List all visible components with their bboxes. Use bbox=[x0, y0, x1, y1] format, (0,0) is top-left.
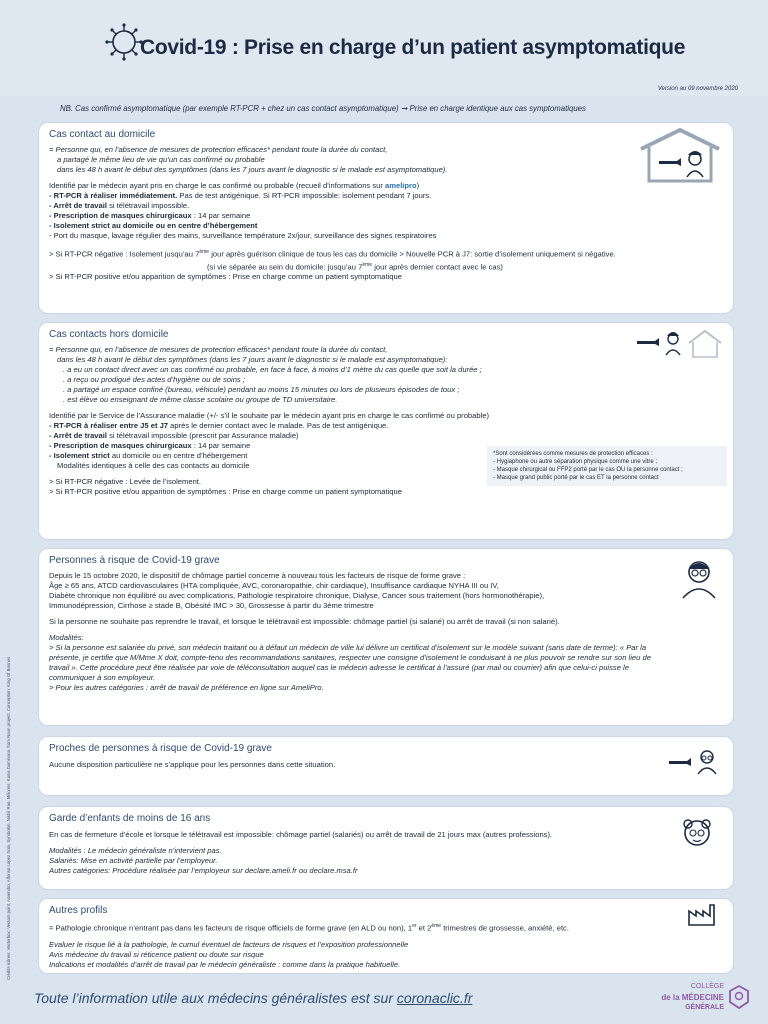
college-logo-icon bbox=[728, 984, 750, 1010]
page-title: Covid-19 : Prise en charge d’un patient asymptomatique bbox=[140, 36, 686, 59]
definition: . a reçu ou prodigué des actes d’hygiène ou de soins ; bbox=[63, 375, 245, 384]
paragraph: Âge ≥ 65 ans, ATCD cardiovasculaires (HTA compliquée, AVC, coronaropathie, chir cardiaque), Insuffisance cardiaque NYHA III ou IV, bbox=[49, 581, 499, 590]
result-negative: > Si RT-PCR négative : Levée de l’isolement. bbox=[49, 477, 202, 486]
identification: Identifié par le médecin ayant pris en charge le cas confirmé ou probable (recueil d’informations sur amelipro) bbox=[49, 181, 420, 190]
modalites: présente, je certifie que M/Mme X doit, compte-tenu des recommandations sanitaires, respecter une consigne d’isolement le conduisant à ne plus pouvoir se rendre sur son lieu de bbox=[49, 653, 651, 662]
bullet: - Isolement strict au domicile ou en centre d’hébergement bbox=[49, 221, 258, 230]
bullet: - RT-PCR à réaliser immédiatement. Pas de test antigénique. Si RT-PCR impossible: isolement pendant 7 jours. bbox=[49, 191, 432, 200]
paragraph: Depuis le 15 octobre 2020, le dispositif de chômage partiel concerne à nouveau tous les facteurs de risque de forme grave : bbox=[49, 571, 466, 580]
card-personnes-risque bbox=[38, 548, 734, 726]
modalites: communiquer à son employeur. bbox=[49, 673, 156, 682]
footer: Toute l’information utile aux médecins généralistes est sur coronaclic.fr bbox=[34, 990, 473, 1006]
modalites: Modalités : Le médecin généraliste n’intervient pas. bbox=[49, 846, 222, 855]
card-proches bbox=[38, 736, 734, 796]
section-title: Cas contact au domicile bbox=[49, 129, 156, 140]
modalites: travail ». Cette procédure peut être réalisée par voie de téléconsultation auquel cas le médecin adresse le certificat à l’assuré (par mail ou courrier) afin que celui-ci puisse le bbox=[49, 663, 629, 672]
section-title: Personnes à risque de Covid-19 grave bbox=[49, 555, 220, 566]
definition: = Personne qui, en l’absence de mesures de protection efficaces* pendant toute la durée du contact, bbox=[49, 345, 388, 354]
modalites: Evaluer le risque lié à la pathologie, le cumul éventuel de facteurs de risques et l’exposition professionnelle bbox=[49, 939, 409, 949]
version-date: Version au 09 novembre 2020 bbox=[657, 86, 738, 92]
bullet: - Isolement strict au domicile ou en centre d’hébergement bbox=[49, 451, 248, 460]
bullet: - Prescription de masques chirurgicaux : 14 par semaine bbox=[49, 211, 251, 220]
card-domicile bbox=[38, 122, 734, 314]
modalites-title: Modalités: bbox=[49, 633, 84, 642]
section-title: Proches de personnes à risque de Covid-19 grave bbox=[49, 743, 272, 754]
result-positive: > Si RT-PCR positive et/ou apparition de symptômes : Prise en charge comme un patient symptomatique bbox=[49, 487, 402, 496]
modalites: > Si la personne est salariée du privé, son médecin traitant ou à défaut un médecin de ville lui délivre un certificat d’isolement sur le modèle suivant (sans date de terme): « Par la bbox=[49, 643, 647, 652]
bullet: Modalités identiques à celle des cas contacts au domicile bbox=[57, 461, 250, 470]
result-negative: > Si RT-PCR négative : Isolement jusqu’au 7ème jour après guérison clinique de tous les cas du domicile > Nouvelle PCR à J7: sortie d’isolement uniquement si négative. bbox=[49, 249, 616, 259]
ameli-logo: amelipro bbox=[385, 181, 417, 190]
risk-person-icon bbox=[679, 557, 719, 599]
definition: . a eu un contact direct avec un cas confirmé ou probable, en face à face, à moins d’1 mètre du cas quelle que soit la durée ; bbox=[63, 365, 482, 374]
coronaclic-link[interactable]: coronaclic.fr bbox=[396, 990, 473, 1006]
definition: . est élève ou enseignant de même classe scolaire ou groupe de TD universitaire. bbox=[63, 395, 338, 404]
house-contact-icon bbox=[637, 127, 723, 183]
result-note: (si vie séparée au sein du domicile: jusqu’au 7ème jour après dernier contact avec le cas) bbox=[207, 261, 503, 272]
paragraph: = Pathologie chronique n’entrant pas dans les facteurs de risque officiels de forme grave (en ALD ou non), 1er et 2ème trimestres de grossesse, anxiété, etc. bbox=[49, 923, 569, 933]
side-credits: Crédits icônes: Vectorbox; Vectors point, Aswindro, Alfonso López Sola, Symbolon, Nikhil Rao, Milicons, Kasia Dominaco, from Noun project. Conception: King Of Bonnes bbox=[6, 656, 11, 980]
bullet: - Port du masque, lavage régulier des mains, surveillance température 2x/jour, surveillance des signes respiratoires bbox=[49, 231, 437, 240]
definition: dans les 48 h avant le début des symptômes (dans les 7 jours avant le diagnostic si le malade est asymptomatique): bbox=[57, 355, 448, 364]
card-autres-profils bbox=[38, 898, 734, 974]
section-title: Autres profils bbox=[49, 905, 108, 916]
paragraph: Immunodépression, Cirrhose ≥ stade B, Obésité IMC > 30, Grossesse à partir du 3ème trimestre bbox=[49, 601, 374, 610]
virus-icon bbox=[104, 22, 144, 62]
modalites: Autres catégories: Procédure réalisée par l’employeur sur declare.ameli.fr ou declare.msa.fr bbox=[49, 866, 358, 875]
definition: . a partagé un espace confiné (bureau, véhicule) pendant au moins 15 minutes ou lors de plusieurs épisodes de toux ; bbox=[63, 385, 460, 394]
card-hors-domicile bbox=[38, 322, 734, 540]
identification: Identifié par le Service de l’Assurance maladie (+/- s’il le souhaite par le médecin ayant pris en charge le cas confirmé ou probable) bbox=[49, 411, 490, 420]
modalites: Salariés: Mise en activité partielle par l’employeur. bbox=[49, 856, 218, 865]
factory-icon bbox=[687, 903, 717, 927]
paragraph: Diabète chronique non équilibré ou avec complications, Pathologie respiratoire chronique, Dialyse, Cancer sous traitement (hors hormonothérapie), bbox=[49, 591, 545, 600]
card-garde-enfants bbox=[38, 806, 734, 890]
bullet: - RT-PCR à réaliser entre J5 et J7 après le dernier contact avec le malade. Pas de test antigénique. bbox=[49, 421, 389, 430]
child-icon bbox=[679, 815, 715, 851]
section-title: Cas contacts hors domicile bbox=[49, 329, 169, 340]
modalites: Avis médecine du travail si réticence patient ou doute sur risque bbox=[49, 949, 264, 959]
section-title: Garde d’enfants de moins de 16 ans bbox=[49, 813, 211, 824]
nb-note: NB. Cas confirmé asymptomatique (par exemple RT-PCR + chez un cas contact asymptomatique) ➞ Prise en charge identique aux cas symptomatiques bbox=[60, 104, 586, 113]
college-logo: COLLÈGE de la MÉDECINE GÉNÉRALE bbox=[654, 980, 754, 1020]
bullet: - Arrêt de travail si télétravail impossible. bbox=[49, 201, 190, 210]
paragraph: Aucune disposition particulière ne s’applique pour les personnes dans cette situation. bbox=[49, 760, 336, 769]
bullet: - Arrêt de travail si télétravail impossible (prescrit par Assurance maladie) bbox=[49, 431, 299, 440]
contact-person-icon bbox=[635, 327, 725, 359]
modalites: > Pour les autres catégories : arrêt de travail de préférence en ligne sur AmeliPro. bbox=[49, 683, 324, 692]
proches-icon bbox=[667, 747, 723, 775]
bullet: - Prescription de masques chirurgicaux : 14 par semaine bbox=[49, 441, 251, 450]
modalites: Indications et modalités d’arrêt de travail par le médecin généraliste : comme dans la pratique habituelle. bbox=[49, 959, 401, 969]
paragraph: En cas de fermeture d’école et lorsque le télétravail est impossible: chômage partiel (salariés) ou arrêt de travail de 21 jours max (autres professions). bbox=[49, 830, 553, 839]
definition: dans les 48 h avant le début des symptômes (dans les 7 jours avant le diagnostic si le malade est asymptomatique). bbox=[57, 165, 448, 174]
paragraph: Si la personne ne souhaite pas reprendre le travail, et lorsque le télétravail est impossible: chômage partiel (si salarié) ou arrêt de travail (si non salarié). bbox=[49, 617, 560, 626]
protection-measures-note: *Sont considérées comme mesures de protection efficaces : - Hygiaphone ou autre séparation physique comme une vitre ; - Masque chirurgical ou FFP2 porté par le cas OU la personne contact ; - Masque grand public porté par le cas ET la personne contact bbox=[487, 446, 727, 486]
definition: = Personne qui, en l’absence de mesures de protection efficaces* pendant toute la durée du contact, bbox=[49, 145, 388, 154]
header-band bbox=[0, 0, 768, 96]
definition: a partagé le même lieu de vie qu’un cas confirmé ou probable bbox=[57, 155, 265, 164]
result-positive: > Si RT-PCR positive et/ou apparition de symptômes : Prise en charge comme un patient symptomatique bbox=[49, 272, 402, 282]
